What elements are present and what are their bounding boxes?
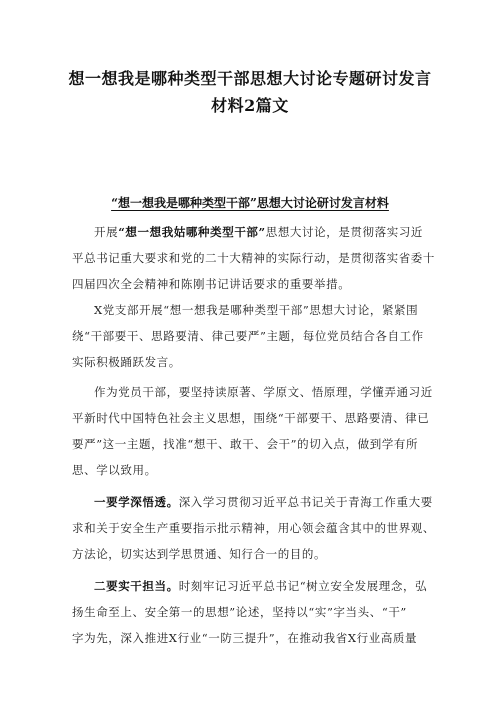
paragraph-5-line-3: 字为先，深入推进X行业“一防三提升”，在推动我省X行业高质量 [72,631,418,645]
document-title-line-1: 想一想我是哪种类型干部思想大讨论专题研讨发言 [68,69,432,88]
paragraph-1-line-3: 四届四次全会精神和陈刚书记讲话要求的重要举措。 [72,277,351,291]
p1-lead: 开展 [94,225,119,239]
paragraph-2-line-2: 绕“干部要干、思路要清、律己要严”主题，每位党员结合各自工作 [72,329,424,343]
paragraph-1-line-2: 平总书记重大要求和党的二十大精神的实际行动，是贯彻落实省委十 [72,251,435,265]
paragraph-4-line-3: 方法论，切实达到学思贯通、知行合一的目的。 [72,547,327,561]
paragraph-3-line-3: 要严”这一主题，找准“想干、敢干、会干”的切入点，做到学有所 [72,437,419,451]
p4-heading: 一要学深悟透。 [94,495,179,509]
document-title-line-2: 材料2篇文 [211,96,289,115]
p1-rest: 思想大讨论，是贯彻落实习近 [265,225,424,239]
paragraph-3-line-1: 作为党员干部，要坚持读原著、学原文、悟原理，学懂弄通习近 [94,385,433,399]
paragraph-5-line-2: 扬生命至上、安全第一的思想”论述，坚持以“实”字当头、“干” [72,605,407,619]
paragraph-3-line-4: 思、学以致用。 [72,463,157,477]
p1-emphasis: “想一想我姑哪种类型干部” [118,225,266,239]
paragraph-4-line-2: 求和关于安全生产重要指示批示精神，用心领会蕴含其中的世界观、 [72,521,435,535]
paragraph-1-line-1 [94,224,500,240]
p5-rest: 时刻牢记习近平总书记“树立安全发展理念，弘 [178,579,428,593]
p5-heading: 二要实干担当。 [94,579,179,593]
p4-rest: 深入学习贯彻习近平总书记关于青海工作重大要 [178,495,433,509]
paragraph-3-line-2: 平新时代中国特色社会主义思想，围绕“干部要干、思路要清、律已 [72,411,430,425]
paragraph-4-line-1 [94,494,500,510]
paragraph-2-line-3: 实际积极踊跃发言。 [72,355,181,369]
section-subtitle: “想一想我是哪种类型干部”思想大讨论研讨发言材料 [111,196,389,210]
paragraph-2-line-1: X党支部开展“想一想我是哪种类型干部”思想大讨论，紧紧围 [94,303,419,317]
paragraph-5-line-1 [94,578,500,594]
